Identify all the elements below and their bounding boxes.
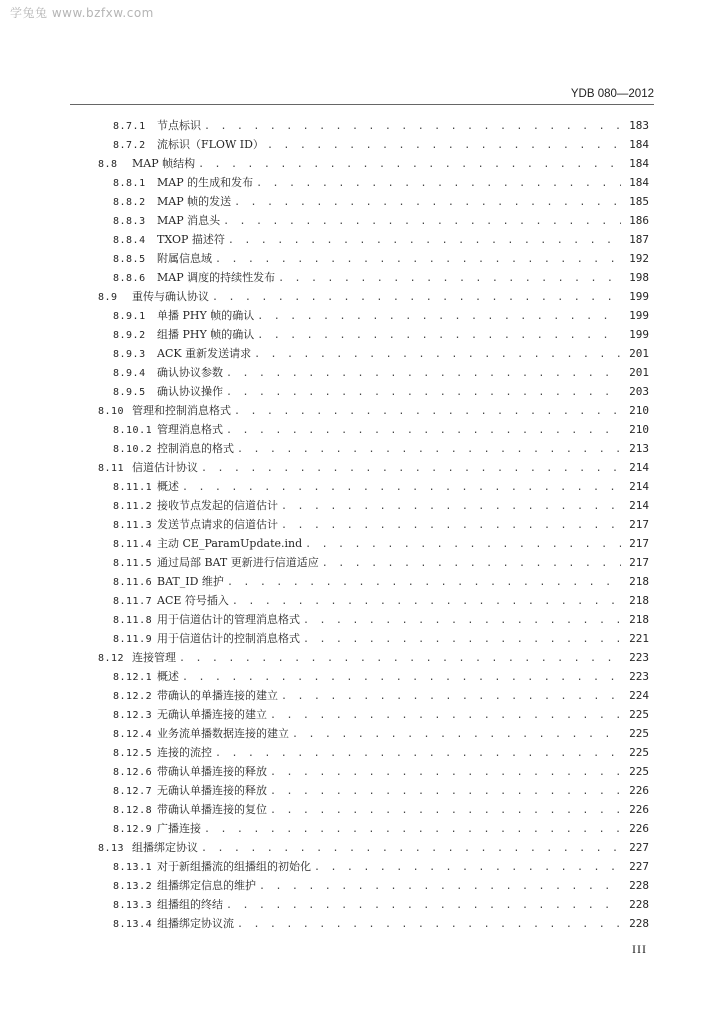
toc-entry-page: 199	[629, 328, 649, 341]
toc-dot-leader	[226, 421, 621, 440]
toc-entry[interactable]	[98, 420, 649, 439]
toc-entry[interactable]	[98, 192, 649, 211]
toc-entry-number: 8.10.2	[113, 444, 153, 455]
toc-entry-number: 8.11.3	[113, 520, 153, 531]
toc-entry-number: 8.11.2	[113, 501, 153, 512]
toc-entry[interactable]	[98, 477, 649, 496]
toc-entry-title: 通过局部 BAT 更新进行信道适应	[157, 556, 319, 569]
toc-entry[interactable]	[98, 553, 649, 572]
toc-entry-page: 218	[629, 594, 649, 607]
toc-entry-title: 组播绑定协议	[132, 841, 198, 854]
toc-entry-page: 217	[629, 556, 649, 569]
toc-entry-title: MAP 的生成和发布	[157, 176, 254, 189]
toc-entry-number: 8.12.4	[113, 729, 153, 740]
toc-entry-page: 218	[629, 613, 649, 626]
toc-entry[interactable]	[98, 135, 649, 154]
toc-entry-number: 8.9.2	[113, 330, 146, 341]
toc-entry-title: 组播组的终结	[157, 898, 223, 911]
toc-entry[interactable]	[98, 857, 649, 876]
toc-dot-leader	[201, 839, 621, 858]
toc-entry-page: 225	[629, 727, 649, 740]
toc-entry[interactable]	[98, 610, 649, 629]
toc-entry-number: 8.12.2	[113, 691, 153, 702]
toc-entry-title: 概述	[157, 670, 179, 683]
toc-dot-leader	[257, 307, 621, 326]
toc-entry[interactable]	[98, 724, 649, 743]
toc-entry-page: 227	[629, 860, 649, 873]
toc-entry-page: 223	[629, 651, 649, 664]
toc-entry-title: 接收节点发起的信道估计	[157, 499, 278, 512]
toc-entry-page: 223	[629, 670, 649, 683]
toc-entry-number: 8.7.1	[113, 121, 146, 132]
toc-dot-leader	[204, 117, 621, 136]
toc-entry-number: 8.8.4	[113, 235, 146, 246]
toc-dot-leader	[270, 763, 621, 782]
toc-dot-leader	[212, 288, 621, 307]
toc-entry-number: 8.11.6	[113, 577, 153, 588]
toc-entry-number: 8.12.6	[113, 767, 153, 778]
toc-entry-page: 187	[629, 233, 649, 246]
toc-entry-title: 带确认单播连接的复位	[157, 803, 267, 816]
toc-entry-number: 8.9.5	[113, 387, 146, 398]
toc-dot-leader	[227, 573, 621, 592]
toc-entry-page: 183	[629, 119, 649, 132]
toc-entry[interactable]	[98, 458, 649, 477]
toc-entry-number: 8.8	[98, 159, 118, 170]
toc-dot-leader	[223, 212, 621, 231]
toc-entry-number: 8.12.1	[113, 672, 153, 683]
toc-entry-title: MAP 调度的持续性发布	[157, 271, 276, 284]
toc-entry-page: 201	[629, 347, 649, 360]
toc-entry-page: 184	[629, 138, 649, 151]
toc-entry-page: 227	[629, 841, 649, 854]
toc-entry[interactable]	[98, 382, 649, 401]
toc-entry-page: 186	[629, 214, 649, 227]
toc-dot-leader	[314, 858, 621, 877]
toc-entry-number: 8.9	[98, 292, 118, 303]
toc-dot-leader	[256, 174, 621, 193]
toc-entry[interactable]	[98, 496, 649, 515]
toc-entry-page: 210	[629, 423, 649, 436]
toc-entry[interactable]	[98, 439, 649, 458]
toc-entry-title: 控制消息的格式	[157, 442, 234, 455]
toc-entry-title: 广播连接	[157, 822, 201, 835]
toc-entry-title: 业务流单播数据连接的建立	[157, 727, 289, 740]
toc-entry-number: 8.11.1	[113, 482, 153, 493]
toc-entry-title: 重传与确认协议	[132, 290, 209, 303]
toc-entry-number: 8.12	[98, 653, 125, 664]
toc-entry-number: 8.8.3	[113, 216, 146, 227]
toc-entry[interactable]	[98, 268, 649, 287]
toc-entry[interactable]	[98, 876, 649, 895]
toc-dot-leader	[278, 269, 621, 288]
toc-entry-page: 218	[629, 575, 649, 588]
toc-entry-number: 8.11.7	[113, 596, 153, 607]
toc-entry-number: 8.8.6	[113, 273, 146, 284]
toc-entry[interactable]	[98, 344, 649, 363]
toc-entry[interactable]	[98, 914, 649, 933]
toc-dot-leader	[182, 478, 621, 497]
toc-entry-number: 8.13	[98, 843, 125, 854]
toc-entry-number: 8.10	[98, 406, 125, 417]
toc-entry-title: 确认协议操作	[157, 385, 223, 398]
toc-dot-leader	[179, 649, 621, 668]
toc-entry-page: 199	[629, 309, 649, 322]
toc-entry[interactable]	[98, 401, 649, 420]
toc-entry-page: 198	[629, 271, 649, 284]
toc-entry-page: 225	[629, 765, 649, 778]
header-divider	[70, 104, 654, 105]
toc-entry[interactable]	[98, 895, 649, 914]
toc-entry-number: 8.11.8	[113, 615, 153, 626]
toc-entry-title: BAT_ID 维护	[157, 575, 224, 588]
toc-entry[interactable]	[98, 705, 649, 724]
toc-dot-leader	[182, 668, 621, 687]
toc-dot-leader	[204, 820, 621, 839]
toc-entry-number: 8.11.9	[113, 634, 153, 645]
toc-dot-leader	[281, 687, 621, 706]
toc-dot-leader	[305, 535, 621, 554]
toc-entry-page: 217	[629, 537, 649, 550]
toc-dot-leader	[257, 326, 621, 345]
toc-entry-page: 225	[629, 746, 649, 759]
toc-entry-number: 8.12.9	[113, 824, 153, 835]
toc-entry[interactable]	[98, 515, 649, 534]
toc-entry-page: 226	[629, 784, 649, 797]
toc-entry-title: 概述	[157, 480, 179, 493]
toc-entry-title: 组播绑定信息的维护	[157, 879, 256, 892]
toc-entry-page: 201	[629, 366, 649, 379]
toc-entry[interactable]	[98, 306, 649, 325]
toc-entry-number: 8.12.7	[113, 786, 153, 797]
toc-entry[interactable]	[98, 838, 649, 857]
toc-entry[interactable]	[98, 363, 649, 382]
toc-entry-page: 213	[629, 442, 649, 455]
toc-entry-number: 8.13.3	[113, 900, 153, 911]
toc-entry[interactable]	[98, 629, 649, 648]
toc-entry[interactable]	[98, 534, 649, 553]
toc-dot-leader	[281, 497, 621, 516]
toc-entry[interactable]	[98, 211, 649, 230]
toc-entry-page: 228	[629, 917, 649, 930]
toc-entry[interactable]	[98, 154, 649, 173]
toc-entry-page: 210	[629, 404, 649, 417]
toc-entry-title: 组播 PHY 帧的确认	[157, 328, 255, 341]
toc-entry-title: 对于新组播流的组播组的初始化	[157, 860, 311, 873]
toc-entry[interactable]	[98, 591, 649, 610]
toc-entry-page: 199	[629, 290, 649, 303]
toc-entry-title: ACK 重新发送请求	[157, 347, 252, 360]
toc-entry-title: 用于信道估计的管理消息格式	[157, 613, 300, 626]
toc-entry[interactable]	[98, 800, 649, 819]
table-of-contents	[98, 116, 649, 933]
toc-entry-page: 214	[629, 461, 649, 474]
toc-entry-title: TXOP 描述符	[157, 233, 225, 246]
toc-entry[interactable]	[98, 648, 649, 667]
toc-entry-title: 管理和控制消息格式	[132, 404, 231, 417]
toc-entry[interactable]	[98, 572, 649, 591]
toc-entry-number: 8.8.2	[113, 197, 146, 208]
toc-entry-title: 管理消息格式	[157, 423, 223, 436]
toc-entry-number: 8.9.3	[113, 349, 146, 360]
toc-entry-number: 8.11.4	[113, 539, 153, 550]
toc-entry-page: 217	[629, 518, 649, 531]
watermark-text: 学兔兔 www.bzfxw.com	[10, 6, 154, 20]
toc-entry-number: 8.7.2	[113, 140, 146, 151]
toc-entry-number: 8.9.1	[113, 311, 146, 322]
toc-dot-leader	[226, 896, 621, 915]
toc-entry-page: 192	[629, 252, 649, 265]
toc-entry-page: 203	[629, 385, 649, 398]
toc-entry-number: 8.13.2	[113, 881, 153, 892]
toc-entry-title: 主动 CE_ParamUpdate.ind	[157, 537, 303, 550]
toc-entry-title: 确认协议参数	[157, 366, 223, 379]
toc-entry[interactable]	[98, 762, 649, 781]
standard-number: YDB 080—2012	[570, 88, 654, 100]
toc-dot-leader	[292, 725, 621, 744]
toc-entry[interactable]	[98, 287, 649, 306]
toc-entry-page: 226	[629, 822, 649, 835]
toc-entry-page: 228	[629, 898, 649, 911]
toc-dot-leader	[259, 877, 621, 896]
toc-entry-title: 带确认的单播连接的建立	[157, 689, 278, 702]
toc-entry[interactable]	[98, 819, 649, 838]
toc-dot-leader	[232, 592, 621, 611]
toc-dot-leader	[226, 383, 621, 402]
toc-entry-title: 发送节点请求的信道估计	[157, 518, 278, 531]
toc-entry-number: 8.10.1	[113, 425, 153, 436]
toc-entry-title: 单播 PHY 帧的确认	[157, 309, 255, 322]
toc-dot-leader	[215, 744, 621, 763]
toc-entry-number: 8.12.8	[113, 805, 153, 816]
toc-entry-page: 225	[629, 708, 649, 721]
toc-entry-number: 8.11	[98, 463, 125, 474]
toc-entry-title: 无确认单播连接的建立	[157, 708, 267, 721]
toc-entry-number: 8.12.5	[113, 748, 153, 759]
toc-entry-page: 226	[629, 803, 649, 816]
toc-entry-page: 228	[629, 879, 649, 892]
toc-dot-leader	[303, 611, 621, 630]
toc-entry[interactable]	[98, 116, 649, 135]
toc-entry-title: ACE 符号插入	[157, 594, 229, 607]
toc-entry-page: 221	[629, 632, 649, 645]
toc-entry-title: 组播绑定协议流	[157, 917, 234, 930]
toc-entry[interactable]	[98, 325, 649, 344]
toc-dot-leader	[270, 782, 621, 801]
toc-dot-leader	[254, 345, 621, 364]
toc-entry-number: 8.8.1	[113, 178, 146, 189]
toc-entry[interactable]	[98, 249, 649, 268]
toc-entry-page: 214	[629, 480, 649, 493]
toc-entry[interactable]	[98, 686, 649, 705]
toc-entry-page: 184	[629, 157, 649, 170]
toc-entry[interactable]	[98, 781, 649, 800]
toc-entry-title: MAP 帧结构	[132, 157, 196, 170]
toc-dot-leader	[237, 440, 621, 459]
toc-dot-leader	[201, 459, 621, 478]
toc-dot-leader	[237, 915, 621, 934]
toc-dot-leader	[267, 136, 621, 155]
toc-entry-number: 8.11.5	[113, 558, 153, 569]
toc-entry-number: 8.13.4	[113, 919, 153, 930]
toc-entry-title: 带确认单播连接的释放	[157, 765, 267, 778]
toc-dot-leader	[198, 155, 621, 174]
toc-dot-leader	[215, 250, 621, 269]
toc-dot-leader	[322, 554, 621, 573]
page-number: III	[632, 942, 647, 956]
toc-dot-leader	[234, 193, 621, 212]
toc-dot-leader	[234, 402, 621, 421]
toc-dot-leader	[270, 801, 621, 820]
toc-entry-title: 附属信息域	[157, 252, 212, 265]
toc-entry[interactable]	[98, 173, 649, 192]
toc-entry-page: 214	[629, 499, 649, 512]
toc-entry[interactable]	[98, 667, 649, 686]
toc-entry-title: MAP 消息头	[157, 214, 221, 227]
toc-entry-number: 8.8.5	[113, 254, 146, 265]
toc-entry-title: 节点标识	[157, 119, 201, 132]
toc-entry-title: 流标识（FLOW ID）	[157, 138, 264, 151]
toc-dot-leader	[270, 706, 621, 725]
toc-entry[interactable]	[98, 743, 649, 762]
toc-entry-title: MAP 帧的发送	[157, 195, 232, 208]
toc-entry-page: 185	[629, 195, 649, 208]
toc-dot-leader	[228, 231, 621, 250]
toc-dot-leader	[303, 630, 621, 649]
toc-dot-leader	[281, 516, 621, 535]
toc-entry-title: 用于信道估计的控制消息格式	[157, 632, 300, 645]
toc-entry-title: 连接的流控	[157, 746, 212, 759]
toc-entry-number: 8.12.3	[113, 710, 153, 721]
toc-entry-title: 连接管理	[132, 651, 176, 664]
toc-entry[interactable]	[98, 230, 649, 249]
toc-entry-number: 8.13.1	[113, 862, 153, 873]
toc-entry-number: 8.9.4	[113, 368, 146, 379]
toc-entry-title: 信道估计协议	[132, 461, 198, 474]
toc-dot-leader	[226, 364, 621, 383]
toc-entry-title: 无确认单播连接的释放	[157, 784, 267, 797]
toc-entry-page: 184	[629, 176, 649, 189]
toc-entry-page: 224	[629, 689, 649, 702]
